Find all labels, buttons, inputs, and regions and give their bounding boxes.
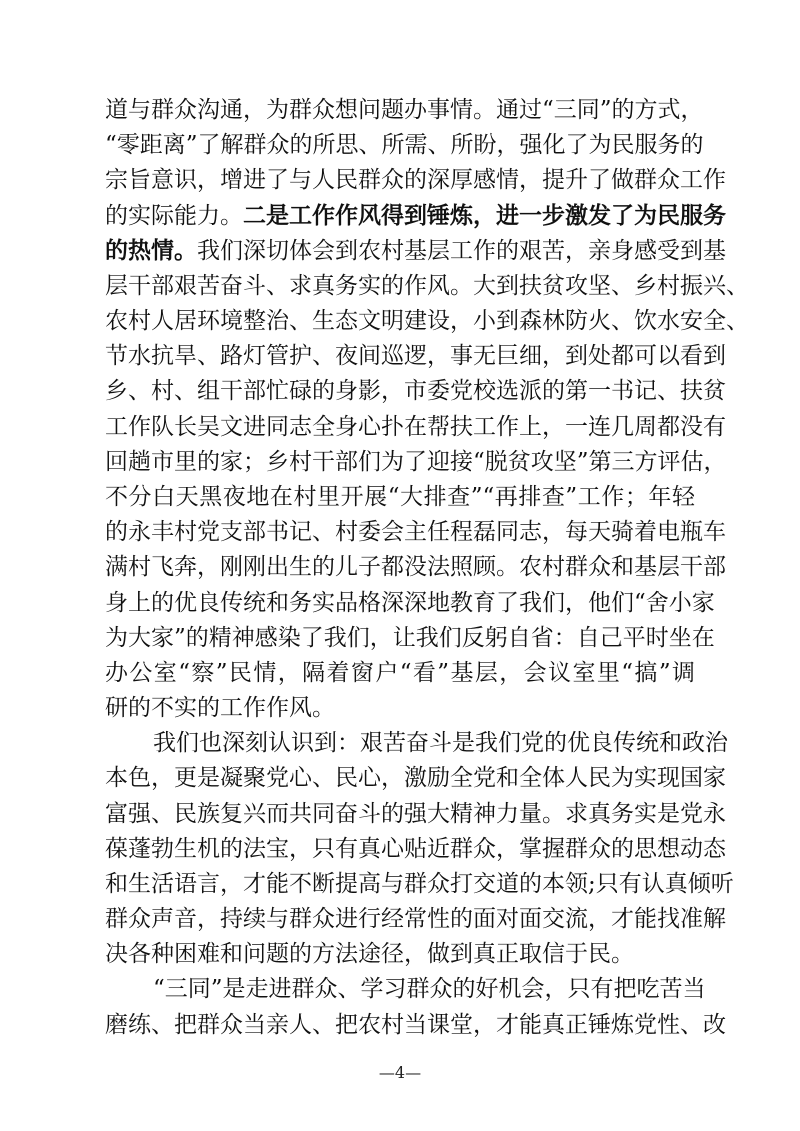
text-line bbox=[105, 620, 715, 656]
text-line bbox=[105, 831, 726, 867]
text-segment: 群众声音，持续与群众进行经常性的面对面交流，才能找准解 bbox=[105, 906, 726, 933]
text-line bbox=[105, 585, 715, 621]
text-line bbox=[105, 655, 695, 691]
text-segment: 工作队长吴文进同志全身心扑在帮扶工作上，一连几周都没有 bbox=[105, 413, 726, 440]
text-segment: 的永丰村党支部书记、村委会主任程磊同志，每天骑着电瓶车 bbox=[105, 519, 726, 546]
text-segment: 我们深切体会到农村基层工作的艰苦，亲身感受到基 bbox=[197, 237, 726, 264]
bold-heading-segment: 二是工作作风得到锤炼，进一步激发了为民服务 bbox=[243, 201, 726, 229]
text-segment: 我们也深刻认识到：艰苦奋斗是我们党的优良传统和政治 bbox=[153, 730, 728, 757]
text-line bbox=[105, 690, 695, 726]
page-number: —4— bbox=[378, 1063, 422, 1082]
text-line bbox=[105, 233, 726, 269]
text-line bbox=[153, 725, 728, 761]
text-line bbox=[105, 338, 726, 374]
text-line bbox=[105, 268, 749, 304]
text-segment: 满村飞奔，刚刚出生的儿子都没法照顾。农村群众和基层干部 bbox=[105, 554, 726, 581]
text-segment: 富强、民族复兴而共同奋斗的强大精神力量。求真务实是党永 bbox=[105, 800, 726, 827]
text-line bbox=[105, 936, 695, 972]
text-segment: 研的不实的工作作风。 bbox=[105, 695, 335, 721]
bold-heading-segment: 的热情。 bbox=[105, 236, 197, 264]
text-line bbox=[105, 92, 704, 128]
text-line bbox=[105, 866, 734, 902]
text-segment: 回趟市里的家；乡村干部们为了迎接“脱贫攻坚”第三方评估， bbox=[105, 448, 727, 475]
text-segment: 为大家”的精神感染了我们，让我们反躬自省：自己平时坐在 bbox=[105, 624, 715, 651]
text-line bbox=[105, 1007, 726, 1043]
text-segment: “零距离”了解群众的所思、所需、所盼，强化了为民服务的 bbox=[105, 132, 704, 159]
text-line bbox=[105, 444, 727, 480]
text-line bbox=[105, 901, 726, 937]
text-segment: 本色，更是凝聚党心、民心，激励全党和全体人民为实现国家 bbox=[105, 765, 726, 792]
text-line bbox=[105, 303, 749, 339]
text-line bbox=[105, 127, 704, 163]
text-segment: 葆蓬勃生机的法宝，只有真心贴近群众，掌握群众的思想动态 bbox=[105, 835, 726, 862]
text-segment: 不分白天黑夜地在村里开展“大排查”“再排查”工作；年轻 bbox=[105, 483, 695, 510]
text-line bbox=[105, 162, 726, 198]
text-segment: 磨练、把群众当亲人、把农村当课堂，才能真正锤炼党性、改 bbox=[105, 1011, 726, 1038]
text-line bbox=[105, 409, 726, 445]
text-segment: 乡、村、组干部忙碌的身影，市委党校选派的第一书记、扶贫 bbox=[105, 378, 726, 405]
text-segment: 办公室“察”民情，隔着窗户“看”基层，会议室里“搞”调 bbox=[105, 659, 695, 686]
text-segment: 决各种困难和问题的方法途径，做到真正取信于民。 bbox=[105, 941, 634, 968]
text-line bbox=[105, 373, 726, 409]
text-segment: 的实际能力。 bbox=[105, 202, 243, 229]
text-line bbox=[105, 760, 726, 796]
text-line bbox=[105, 514, 726, 550]
text-line bbox=[105, 796, 726, 832]
text-segment: 和生活语言，才能不断提高与群众打交道的本领;只有认真倾听 bbox=[105, 870, 734, 897]
text-line bbox=[105, 549, 726, 585]
text-segment: 身上的优良传统和务实品格深深地教育了我们，他们“舍小家 bbox=[105, 589, 715, 616]
text-segment: 农村人居环境整治、生态文明建设，小到森林防火、饮水安全、 bbox=[105, 308, 749, 335]
text-line bbox=[153, 971, 706, 1007]
text-line bbox=[105, 198, 726, 234]
text-segment: 宗旨意识，增进了与人民群众的深厚感情，提升了做群众工作 bbox=[105, 167, 726, 194]
text-segment: “三同”是走进群众、学习群众的好机会，只有把吃苦当 bbox=[153, 976, 706, 1003]
text-segment: 道与群众沟通，为群众想问题办事情。通过“三同”的方式， bbox=[105, 97, 704, 123]
text-segment: 层干部艰苦奋斗、求真务实的作风。大到扶贫攻坚、乡村振兴、 bbox=[105, 272, 749, 299]
text-segment: 节水抗旱、路灯管护、夜间巡逻，事无巨细，到处都可以看到 bbox=[105, 343, 726, 370]
text-line bbox=[105, 479, 695, 515]
